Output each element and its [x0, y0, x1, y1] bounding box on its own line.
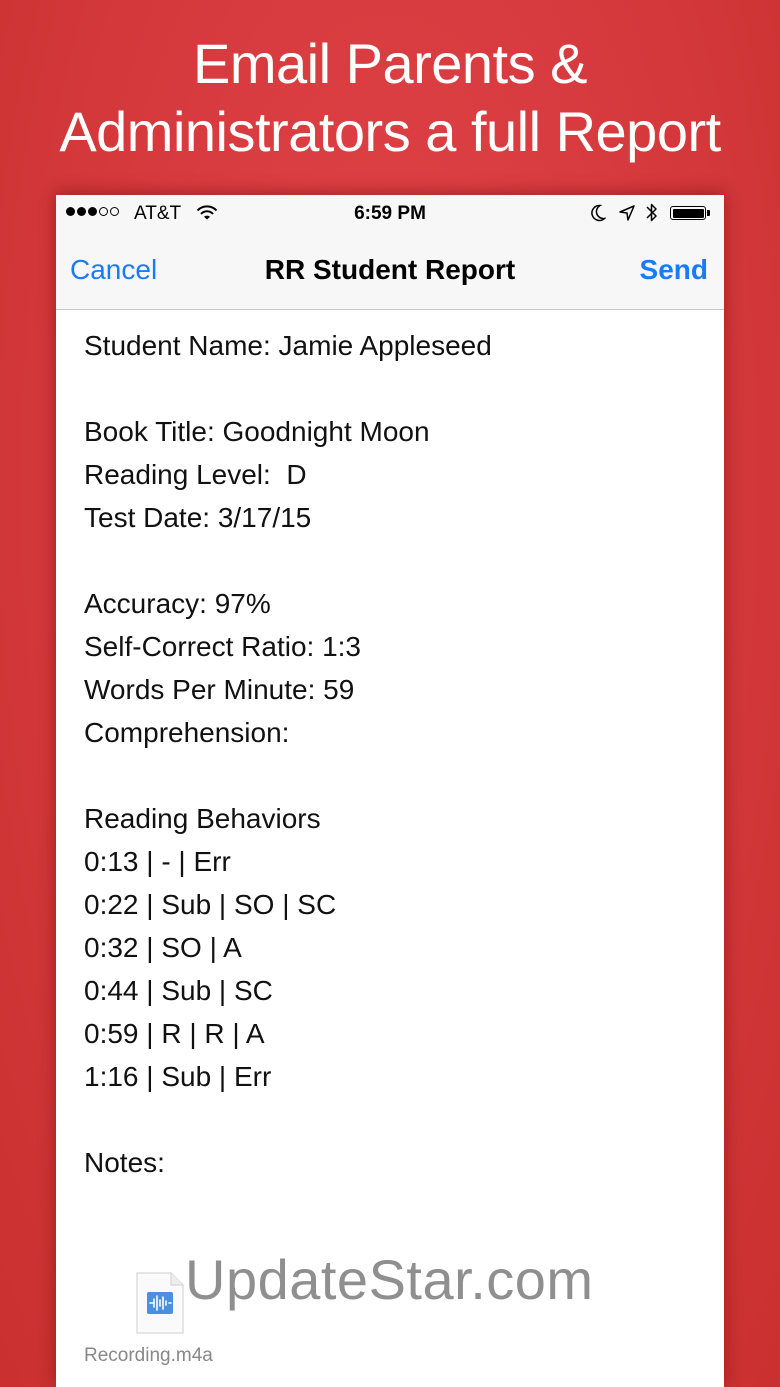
notes-line: Notes:: [84, 1147, 165, 1178]
battery-icon: [670, 206, 706, 220]
bluetooth-icon: [645, 201, 659, 225]
comprehension-line: Comprehension:: [84, 717, 290, 748]
cancel-button[interactable]: Cancel: [70, 254, 158, 285]
navigation-bar: [56, 233, 724, 310]
battery-tip: [707, 210, 710, 216]
promo-headline-line2: Administrators a full Report: [59, 100, 721, 163]
promo-headline: [0, 30, 780, 166]
book-title-line: Book Title: Goodnight Moon: [84, 416, 430, 447]
accuracy-line: Accuracy: 97%: [84, 588, 271, 619]
reading-behavior-item: 0:13 | - | Err: [84, 846, 231, 877]
words-per-minute-line: Words Per Minute: 59: [84, 674, 355, 705]
reading-behavior-item: 0:22 | Sub | SO | SC: [84, 889, 337, 920]
email-body[interactable]: [84, 324, 704, 1184]
blank-line: [84, 1098, 704, 1141]
reading-behavior-item: 0:32 | SO | A: [84, 932, 242, 963]
carrier-name: AT&T: [134, 203, 182, 224]
phone-screen: [56, 195, 724, 1387]
location-arrow-icon: [618, 204, 636, 222]
status-bar: [56, 195, 724, 233]
test-date-line: Test Date: 3/17/15: [84, 502, 312, 533]
blank-line: [84, 754, 704, 797]
attachment-filename[interactable]: Recording.m4a: [84, 1345, 213, 1366]
reading-behavior-item: 0:44 | Sub | SC: [84, 975, 273, 1006]
reading-behavior-item: 1:16 | Sub | Err: [84, 1061, 272, 1092]
blank-line: [84, 367, 704, 410]
blank-line: [84, 539, 704, 582]
watermark: UpdateStar.com: [185, 1248, 594, 1311]
audio-file-icon[interactable]: [136, 1272, 184, 1334]
send-button[interactable]: Send: [639, 254, 708, 285]
reading-behaviors-heading: Reading Behaviors: [84, 803, 321, 834]
reading-behavior-item: 0:59 | R | R | A: [84, 1018, 265, 1049]
self-correct-ratio-line: Self-Correct Ratio: 1:3: [84, 631, 361, 662]
student-name-line: Student Name: Jamie Appleseed: [84, 330, 492, 361]
promo-headline-line1: Email Parents &: [193, 32, 587, 95]
nav-title: RR Student Report: [264, 254, 516, 285]
status-time: 6:59 PM: [354, 203, 426, 224]
reading-level-line: Reading Level: D: [84, 459, 307, 490]
do-not-disturb-moon-icon: [590, 204, 606, 222]
